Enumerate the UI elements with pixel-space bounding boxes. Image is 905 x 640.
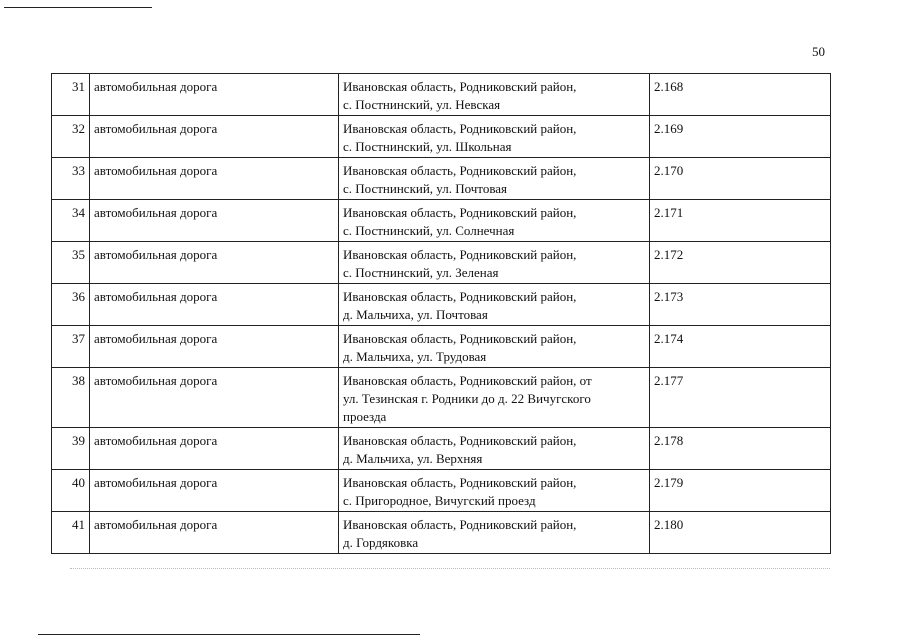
object-address bbox=[339, 116, 650, 158]
row-number: 33 bbox=[52, 158, 90, 200]
table-row bbox=[52, 74, 831, 116]
row-number: 36 bbox=[52, 284, 90, 326]
bottom-rule bbox=[38, 634, 420, 635]
object-code: 2.178 bbox=[650, 428, 831, 470]
table-row bbox=[52, 368, 831, 428]
object-code: 2.169 bbox=[650, 116, 831, 158]
object-code: 2.172 bbox=[650, 242, 831, 284]
object-address bbox=[339, 428, 650, 470]
object-name: автомобильная дорога bbox=[90, 470, 339, 512]
address-line: с. Постнинский, ул. Почтовая bbox=[343, 181, 508, 196]
address-line: с. Постнинский, ул. Школьная bbox=[343, 139, 512, 154]
address-line: Ивановская область, Родниковский район, bbox=[343, 79, 577, 94]
address-line: с. Пригородное, Вичугский проезд bbox=[343, 493, 536, 508]
object-code: 2.174 bbox=[650, 326, 831, 368]
table-row bbox=[52, 512, 831, 554]
table-row bbox=[52, 158, 831, 200]
object-name: автомобильная дорога bbox=[90, 368, 339, 428]
table-row bbox=[52, 326, 831, 368]
address-line: Ивановская область, Родниковский район, bbox=[343, 121, 577, 136]
object-name: автомобильная дорога bbox=[90, 428, 339, 470]
table-row bbox=[52, 470, 831, 512]
address-line: проезда bbox=[343, 409, 387, 424]
address-line: Ивановская область, Родниковский район, bbox=[343, 517, 577, 532]
object-address bbox=[339, 242, 650, 284]
address-line: д. Мальчиха, ул. Трудовая bbox=[343, 349, 487, 364]
row-number: 38 bbox=[52, 368, 90, 428]
object-address bbox=[339, 368, 650, 428]
address-line: с. Постнинский, ул. Зеленая bbox=[343, 265, 499, 280]
address-line: Ивановская область, Родниковский район, bbox=[343, 289, 577, 304]
address-line: д. Мальчиха, ул. Почтовая bbox=[343, 307, 488, 322]
object-name: автомобильная дорога bbox=[90, 158, 339, 200]
top-rule bbox=[4, 7, 152, 8]
table-row bbox=[52, 284, 831, 326]
address-line: д. Гордяковка bbox=[343, 535, 419, 550]
object-address bbox=[339, 200, 650, 242]
row-number: 32 bbox=[52, 116, 90, 158]
object-address bbox=[339, 284, 650, 326]
object-code: 2.179 bbox=[650, 470, 831, 512]
address-line: Ивановская область, Родниковский район, bbox=[343, 331, 577, 346]
object-name: автомобильная дорога bbox=[90, 200, 339, 242]
object-name: автомобильная дорога bbox=[90, 512, 339, 554]
address-line: Ивановская область, Родниковский район, bbox=[343, 205, 577, 220]
page-number: 50 bbox=[812, 44, 825, 59]
object-name: автомобильная дорога bbox=[90, 242, 339, 284]
object-address bbox=[339, 470, 650, 512]
row-number: 37 bbox=[52, 326, 90, 368]
row-number: 35 bbox=[52, 242, 90, 284]
object-code: 2.168 bbox=[650, 74, 831, 116]
address-line: Ивановская область, Родниковский район, bbox=[343, 163, 577, 178]
table-row bbox=[52, 200, 831, 242]
object-name: автомобильная дорога bbox=[90, 74, 339, 116]
row-number: 41 bbox=[52, 512, 90, 554]
row-number: 39 bbox=[52, 428, 90, 470]
object-name: автомобильная дорога bbox=[90, 326, 339, 368]
row-number: 31 bbox=[52, 74, 90, 116]
address-line: Ивановская область, Родниковский район, bbox=[343, 475, 577, 490]
address-line: д. Мальчиха, ул. Верхняя bbox=[343, 451, 483, 466]
object-address bbox=[339, 512, 650, 554]
object-code: 2.171 bbox=[650, 200, 831, 242]
object-code: 2.177 bbox=[650, 368, 831, 428]
object-code: 2.170 bbox=[650, 158, 831, 200]
registry-table-body bbox=[52, 74, 831, 554]
object-code: 2.173 bbox=[650, 284, 831, 326]
table-row bbox=[52, 116, 831, 158]
object-address bbox=[339, 74, 650, 116]
scan-artifact-line bbox=[70, 568, 830, 569]
row-number: 34 bbox=[52, 200, 90, 242]
address-line: с. Постнинский, ул. Солнечная bbox=[343, 223, 515, 238]
registry-table bbox=[51, 73, 831, 554]
object-address bbox=[339, 158, 650, 200]
object-name: автомобильная дорога bbox=[90, 284, 339, 326]
address-line: Ивановская область, Родниковский район, bbox=[343, 433, 577, 448]
address-line: Ивановская область, Родниковский район, bbox=[343, 247, 577, 262]
row-number: 40 bbox=[52, 470, 90, 512]
address-line: Ивановская область, Родниковский район, от bbox=[343, 373, 592, 388]
object-name: автомобильная дорога bbox=[90, 116, 339, 158]
address-line: с. Постнинский, ул. Невская bbox=[343, 97, 501, 112]
object-code: 2.180 bbox=[650, 512, 831, 554]
table-row bbox=[52, 242, 831, 284]
table-row bbox=[52, 428, 831, 470]
object-address bbox=[339, 326, 650, 368]
address-line: ул. Тезинская г. Родники до д. 22 Вичугского bbox=[343, 391, 591, 406]
